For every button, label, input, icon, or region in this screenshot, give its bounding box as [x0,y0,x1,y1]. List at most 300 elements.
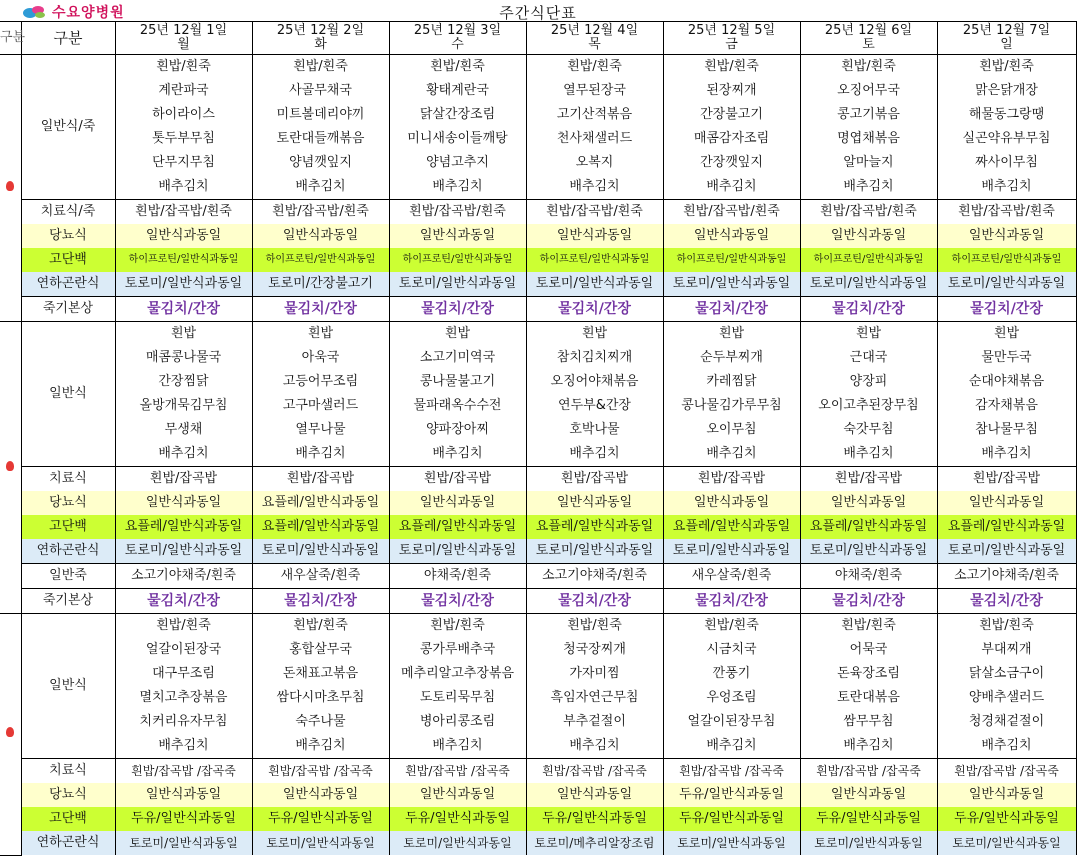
menu-cell: 순대야채볶음 [937,370,1076,394]
menu-row [0,807,1076,831]
menu-row [0,539,1076,564]
menu-cell: 청국장찌개 [526,638,663,662]
menu-cell: 오징어야채볶음 [526,370,663,394]
menu-cell: 토로미/일반식과동일 [252,539,389,564]
menu-cell: 흰밥/잡곡밥 [526,467,663,492]
menu-cell: 청경채겉절이 [937,710,1076,734]
day-date: 25년 12월 1일 [139,23,228,38]
menu-cell: 양배추샐러드 [937,686,1076,710]
day-of-week: 월 [177,37,190,52]
menu-cell: 매콤콩나물국 [115,346,252,370]
menu-cell: 돈육장조림 [800,662,937,686]
menu-cell: 단무지무침 [115,151,252,175]
menu-cell: 흰밥/잡곡밥/흰죽 [937,200,1076,225]
menu-cell: 토란대들깨볶음 [252,127,389,151]
menu-cell: 배추김치 [663,442,800,467]
day-of-week: 일 [1000,37,1013,52]
menu-cell: 닭살간장조림 [389,103,526,127]
menu-cell: 일반식과동일 [800,224,937,248]
header-row [0,22,1076,55]
meal-period-cell [0,614,21,856]
day-date: 25년 12월 4일 [550,23,639,38]
menu-cell: 고구마샐러드 [252,394,389,418]
day-date: 25년 12월 2일 [276,23,365,38]
menu-cell: 흑임자연근무침 [526,686,663,710]
menu-cell: 소고기야채죽/흰죽 [115,564,252,589]
day-header [252,22,389,55]
category-label: 치료식 [21,467,115,492]
menu-cell: 감자채볶음 [937,394,1076,418]
day-header [389,22,526,55]
menu-cell: 토로미/간장불고기 [252,272,389,297]
menu-cell: 흰밥/잡곡밥 [800,467,937,492]
menu-cell: 토로미/일반식과동일 [663,539,800,564]
menu-cell: 연두부&간장 [526,394,663,418]
menu-cell: 물만두국 [937,346,1076,370]
menu-cell: 두유/일반식과동일 [663,807,800,831]
menu-cell: 오징어무국 [800,79,937,103]
menu-cell: 배추김치 [526,734,663,759]
meal-icon [6,461,14,471]
menu-cell: 토로미/일반식과동일 [252,831,389,855]
menu-cell: 흰밥/흰죽 [663,55,800,80]
menu-cell: 얼갈이된장국 [115,638,252,662]
menu-cell: 흰밥/잡곡밥/흰죽 [800,200,937,225]
menu-row [0,491,1076,515]
menu-cell: 도토리묵무침 [389,686,526,710]
menu-row [0,175,1076,200]
category-header: 구분 [21,22,115,55]
menu-cell: 배추김치 [937,734,1076,759]
menu-cell: 흰밥 [389,322,526,347]
menu-row [0,79,1076,103]
menu-cell: 두유/일반식과동일 [800,807,937,831]
category-label: 고단백 [21,807,115,831]
menu-cell: 호박나물 [526,418,663,442]
menu-cell: 흰밥/잡곡밥 /잡곡죽 [389,759,526,784]
menu-cell: 배추김치 [663,734,800,759]
menu-cell: 토로미/일반식과동일 [526,539,663,564]
day-of-week: 금 [725,37,738,52]
day-of-week: 수 [451,37,464,52]
menu-cell: 콩가루배추국 [389,638,526,662]
menu-row [0,127,1076,151]
menu-cell: 물김치/간장 [800,589,937,614]
menu-cell: 콩나물김가루무침 [663,394,800,418]
category-label: 고단백 [21,248,115,272]
category-label: 당뇨식 [21,783,115,807]
menu-row [0,370,1076,394]
menu-cell: 흰밥/흰죽 [663,614,800,639]
menu-cell: 일반식과동일 [115,783,252,807]
menu-cell: 미트볼데리야끼 [252,103,389,127]
meal-icon [6,181,14,191]
menu-cell: 천사채샐러드 [526,127,663,151]
menu-row [0,759,1076,784]
category-label: 연하곤란식 [21,272,115,297]
menu-cell: 메추리알고추장볶음 [389,662,526,686]
menu-cell: 흰밥/잡곡밥 [252,467,389,492]
menu-cell: 어묵국 [800,638,937,662]
menu-cell: 흰밥/잡곡밥/흰죽 [389,200,526,225]
menu-cell: 흰밥/잡곡밥 [663,467,800,492]
menu-cell: 하이프로틴/일반식과동일 [937,248,1076,272]
menu-cell: 숙주나물 [252,710,389,734]
menu-cell: 새우살죽/흰죽 [252,564,389,589]
menu-cell: 배추김치 [526,175,663,200]
menu-cell: 일반식과동일 [937,491,1076,515]
menu-cell: 올방개묵김무침 [115,394,252,418]
menu-row [0,614,1076,639]
menu-cell: 물김치/간장 [389,589,526,614]
menu-cell: 토로미/일반식과동일 [663,272,800,297]
category-label: 당뇨식 [21,491,115,515]
menu-cell: 하이프로틴/일반식과동일 [526,248,663,272]
menu-cell: 배추김치 [389,175,526,200]
menu-cell: 흰밥/잡곡밥/흰죽 [526,200,663,225]
menu-cell: 일반식과동일 [389,491,526,515]
menu-cell: 배추김치 [389,734,526,759]
category-label: 연하곤란식 [21,831,115,855]
category-label: 고단백 [21,515,115,539]
menu-cell: 시금치국 [663,638,800,662]
menu-row [0,662,1076,686]
menu-cell: 흰밥/잡곡밥/흰죽 [252,200,389,225]
category-label: 치료식/죽 [21,200,115,225]
menu-cell: 일반식과동일 [937,224,1076,248]
category-label: 일반죽 [21,564,115,589]
menu-row [0,686,1076,710]
menu-cell: 토로미/일반식과동일 [800,272,937,297]
menu-row [0,710,1076,734]
menu-cell: 요플레/일반식과동일 [800,515,937,539]
menu-cell: 일반식과동일 [526,783,663,807]
menu-cell: 된장찌개 [663,79,800,103]
menu-cell: 하이프로틴/일반식과동일 [800,248,937,272]
menu-cell: 흰밥 [115,322,252,347]
menu-cell: 야채죽/흰죽 [800,564,937,589]
menu-row [0,248,1076,272]
menu-row [0,783,1076,807]
menu-cell: 물김치/간장 [252,589,389,614]
menu-cell: 간장찜닭 [115,370,252,394]
menu-cell: 콩나물불고기 [389,370,526,394]
menu-cell: 미니새송이들깨탕 [389,127,526,151]
menu-cell: 새우살죽/흰죽 [663,564,800,589]
menu-cell: 깐풍기 [663,662,800,686]
menu-cell: 흰밥/잡곡밥 /잡곡죽 [663,759,800,784]
menu-cell: 흰밥/흰죽 [800,614,937,639]
menu-cell: 야채죽/흰죽 [389,564,526,589]
menu-cell: 물김치/간장 [115,297,252,322]
menu-cell: 양장피 [800,370,937,394]
menu-cell: 일반식과동일 [115,224,252,248]
menu-cell: 일반식과동일 [389,783,526,807]
menu-cell: 요플레/일반식과동일 [252,515,389,539]
menu-cell: 참치김치찌개 [526,346,663,370]
menu-cell: 톳두부무침 [115,127,252,151]
menu-cell: 일반식과동일 [526,224,663,248]
menu-cell: 일반식과동일 [115,491,252,515]
menu-cell: 계란파국 [115,79,252,103]
page-title: 주간식단표 [499,4,577,22]
menu-cell: 홍합살무국 [252,638,389,662]
menu-cell: 우엉조림 [663,686,800,710]
menu-cell: 토로미/일반식과동일 [937,272,1076,297]
menu-cell: 흰밥 [937,322,1076,347]
menu-cell: 일반식과동일 [252,224,389,248]
menu-cell: 흰밥/잡곡밥 /잡곡죽 [937,759,1076,784]
menu-row [0,224,1076,248]
menu-cell: 흰밥/흰죽 [526,614,663,639]
menu-cell: 황태계란국 [389,79,526,103]
menu-cell: 흰밥/잡곡밥 [115,467,252,492]
menu-cell: 흰밥/잡곡밥 [937,467,1076,492]
menu-cell: 요플레/일반식과동일 [252,491,389,515]
menu-cell: 토로미/일반식과동일 [115,539,252,564]
menu-cell: 물김치/간장 [937,589,1076,614]
menu-row [0,346,1076,370]
menu-cell: 배추김치 [800,734,937,759]
meal-period-cell [0,55,21,322]
menu-row [0,515,1076,539]
category-label: 당뇨식 [21,224,115,248]
menu-row [0,564,1076,589]
day-header [115,22,252,55]
menu-cell: 맑은닭개장 [937,79,1076,103]
menu-cell: 두유/일반식과동일 [115,807,252,831]
menu-cell: 배추김치 [115,734,252,759]
menu-cell: 요플레/일반식과동일 [115,515,252,539]
menu-cell: 고등어무조림 [252,370,389,394]
menu-cell: 흰밥 [526,322,663,347]
menu-cell: 토로미/메추리알장조림 [526,831,663,855]
menu-cell: 일반식과동일 [663,224,800,248]
menu-cell: 일반식과동일 [800,491,937,515]
menu-cell: 닭살소금구이 [937,662,1076,686]
day-of-week: 토 [862,37,875,52]
menu-cell: 배추김치 [389,442,526,467]
menu-cell: 물김치/간장 [389,297,526,322]
day-of-week: 화 [314,37,327,52]
menu-cell: 알마늘지 [800,151,937,175]
menu-cell: 양파장아찌 [389,418,526,442]
menu-cell: 흰밥/흰죽 [937,55,1076,80]
menu-cell: 참나물무침 [937,418,1076,442]
menu-cell: 고기산적볶음 [526,103,663,127]
day-header [937,22,1076,55]
menu-cell: 병아리콩조림 [389,710,526,734]
day-date: 25년 12월 6일 [824,23,913,38]
menu-cell: 물김치/간장 [937,297,1076,322]
menu-cell: 토로미/일반식과동일 [115,272,252,297]
menu-row [0,151,1076,175]
menu-cell: 토로미/일반식과동일 [800,831,937,855]
menu-cell: 물김치/간장 [663,297,800,322]
menu-cell: 무생채 [115,418,252,442]
menu-cell: 두유/일반식과동일 [526,807,663,831]
menu-cell: 요플레/일반식과동일 [937,515,1076,539]
menu-cell: 오이고추된장무침 [800,394,937,418]
menu-row [0,734,1076,759]
menu-cell: 흰밥/흰죽 [115,614,252,639]
menu-row [0,55,1076,80]
menu-cell: 흰밥/잡곡밥 /잡곡죽 [252,759,389,784]
menu-cell: 대구무조림 [115,662,252,686]
meal-icon [6,727,14,737]
menu-cell: 소고기미역국 [389,346,526,370]
menu-cell: 가자미찜 [526,662,663,686]
menu-cell: 배추김치 [252,442,389,467]
menu-row [0,103,1076,127]
category-label: 일반식 [21,614,115,759]
menu-cell: 흰밥/흰죽 [800,55,937,80]
menu-cell: 멸치고추장볶음 [115,686,252,710]
menu-cell: 흰밥/잡곡밥 /잡곡죽 [800,759,937,784]
menu-cell: 배추김치 [800,175,937,200]
menu-cell: 토란대볶음 [800,686,937,710]
menu-cell: 물파래옥수수전 [389,394,526,418]
menu-row [0,589,1076,614]
menu-cell: 순두부찌개 [663,346,800,370]
category-label: 연하곤란식 [21,539,115,564]
menu-cell: 치커리유자무침 [115,710,252,734]
menu-cell: 배추김치 [115,442,252,467]
menu-cell: 숙갓무침 [800,418,937,442]
menu-cell: 물김치/간장 [800,297,937,322]
menu-cell: 요플레/일반식과동일 [389,515,526,539]
menu-cell: 실곤약유부무침 [937,127,1076,151]
category-label: 일반식/죽 [21,55,115,200]
menu-cell: 흰밥/흰죽 [526,55,663,80]
menu-cell: 흰밥/흰죽 [937,614,1076,639]
menu-cell: 배추김치 [115,175,252,200]
menu-row [0,272,1076,297]
menu-cell: 오이무침 [663,418,800,442]
menu-cell: 일반식과동일 [937,783,1076,807]
menu-cell: 일반식과동일 [526,491,663,515]
menu-cell: 양념고추지 [389,151,526,175]
hospital-name: 수요양병원 [52,5,125,21]
menu-cell: 요플레/일반식과동일 [663,515,800,539]
menu-cell: 부대찌개 [937,638,1076,662]
menu-cell: 흰밥 [663,322,800,347]
menu-cell: 배추김치 [800,442,937,467]
menu-cell: 아욱국 [252,346,389,370]
menu-cell: 소고기야채죽/흰죽 [937,564,1076,589]
meal-period-cell [0,322,21,614]
menu-cell: 토로미/일반식과동일 [389,539,526,564]
menu-cell: 하이라이스 [115,103,252,127]
menu-row [0,418,1076,442]
menu-cell: 일반식과동일 [252,783,389,807]
menu-cell: 토로미/일반식과동일 [937,831,1076,855]
menu-cell: 일반식과동일 [663,491,800,515]
menu-cell: 흰밥/잡곡밥 /잡곡죽 [115,759,252,784]
menu-cell: 배추김치 [937,442,1076,467]
day-of-week: 목 [588,37,601,52]
menu-cell: 열무나물 [252,418,389,442]
menu-cell: 토로미/일반식과동일 [800,539,937,564]
day-date: 25년 12월 3일 [413,23,502,38]
meal-header: 구분 [0,22,21,55]
menu-cell: 흰밥/흰죽 [389,614,526,639]
menu-cell: 카레찜닭 [663,370,800,394]
menu-cell: 하이프로틴/일반식과동일 [389,248,526,272]
menu-cell: 물김치/간장 [663,589,800,614]
menu-row [0,394,1076,418]
menu-cell: 배추김치 [526,442,663,467]
menu-cell: 배추김치 [252,175,389,200]
menu-row [0,831,1076,855]
menu-cell: 매콤감자조림 [663,127,800,151]
menu-cell: 물김치/간장 [526,589,663,614]
day-date: 25년 12월 7일 [962,23,1051,38]
menu-row [0,200,1076,225]
menu-cell: 흰밥/흰죽 [115,55,252,80]
menu-cell: 하이프로틴/일반식과동일 [115,248,252,272]
menu-cell: 두유/일반식과동일 [663,783,800,807]
menu-cell: 일반식과동일 [389,224,526,248]
menu-cell: 물김치/간장 [115,589,252,614]
menu-cell: 토로미/일반식과동일 [663,831,800,855]
menu-row [0,297,1076,322]
day-header [526,22,663,55]
menu-cell: 토로미/일반식과동일 [389,831,526,855]
menu-cell: 열무된장국 [526,79,663,103]
menu-cell: 두유/일반식과동일 [389,807,526,831]
menu-cell: 토로미/일반식과동일 [937,539,1076,564]
menu-cell: 요플레/일반식과동일 [526,515,663,539]
menu-cell: 배추김치 [937,175,1076,200]
menu-cell: 흰밥/흰죽 [389,55,526,80]
menu-cell: 간장불고기 [663,103,800,127]
menu-cell: 토로미/일반식과동일 [389,272,526,297]
category-label: 치료식 [21,759,115,784]
menu-cell: 두유/일반식과동일 [252,807,389,831]
category-label: 죽기본상 [21,297,115,322]
menu-cell: 흰밥/잡곡밥 /잡곡죽 [526,759,663,784]
menu-cell: 명엽채볶음 [800,127,937,151]
menu-cell: 일반식과동일 [800,783,937,807]
menu-cell: 물김치/간장 [526,297,663,322]
menu-cell: 부추겉절이 [526,710,663,734]
menu-cell: 짜사이무침 [937,151,1076,175]
menu-row [0,442,1076,467]
menu-cell: 흰밥/잡곡밥 [389,467,526,492]
menu-cell: 흰밥 [800,322,937,347]
menu-cell: 간장깻잎지 [663,151,800,175]
menu-cell: 근대국 [800,346,937,370]
menu-cell: 흰밥/흰죽 [252,55,389,80]
menu-cell: 해물동그랑땡 [937,103,1076,127]
menu-cell: 쌈다시마초무침 [252,686,389,710]
menu-cell: 소고기야채죽/흰죽 [526,564,663,589]
menu-cell: 돈채표고볶음 [252,662,389,686]
category-label: 일반식 [21,322,115,467]
menu-cell: 흰밥/흰죽 [252,614,389,639]
menu-cell: 흰밥/잡곡밥/흰죽 [115,200,252,225]
weekly-menu-table [0,21,1077,856]
menu-cell: 사골무채국 [252,79,389,103]
menu-cell: 물김치/간장 [252,297,389,322]
category-label: 죽기본상 [21,589,115,614]
menu-cell: 쌈무무침 [800,710,937,734]
menu-cell: 두유/일반식과동일 [937,807,1076,831]
day-header [663,22,800,55]
menu-row [0,322,1076,347]
menu-cell: 흰밥 [252,322,389,347]
